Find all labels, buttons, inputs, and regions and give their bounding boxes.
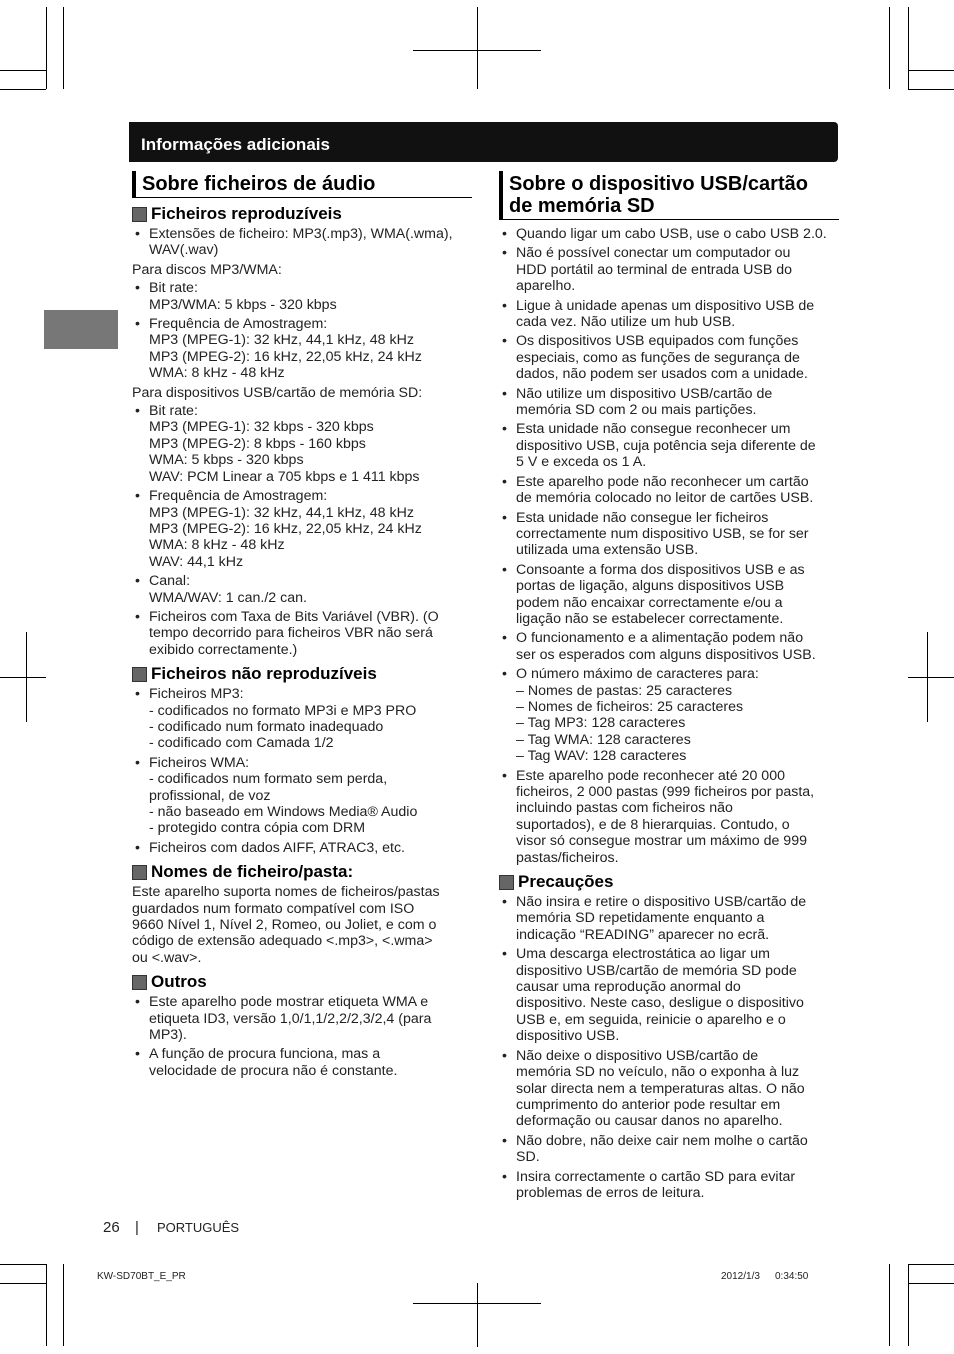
- square-bullet-icon: [132, 975, 147, 990]
- crop-mark: [413, 1303, 541, 1304]
- crop-mark: [908, 89, 954, 90]
- list-item: • Não dobre, não deixe cair nem molhe o cartão SD.: [502, 1132, 808, 1166]
- bullet-icon: •: [502, 385, 507, 402]
- page-number: 26: [103, 1219, 120, 1236]
- bullet-icon: •: [502, 946, 507, 963]
- list-item: • Este aparelho pode não reconhecer um cartão de memória colocado no leitor de cartões USB.: [502, 473, 814, 507]
- list-item: • Ficheiros MP3: - codificados no formato MP3i e MP3 PRO - codificado num formato inadequado - codificado com Camada 1/2: [135, 686, 417, 752]
- list-item: • Este aparelho pode mostrar etiqueta WMA e etiqueta ID3, versão 1,0/1,1/2,2/2,3/2,4 (para MP3).: [135, 994, 432, 1044]
- crop-mark: [889, 1264, 890, 1346]
- list-item: • Insira correctamente o cartão SD para evitar problemas de erros de leitura.: [502, 1168, 796, 1201]
- subheading-precautions: Precauções: [499, 872, 839, 892]
- subheading-others: Outros: [132, 972, 472, 992]
- bullet-icon: •: [502, 421, 507, 438]
- side-tab: [44, 310, 118, 349]
- bullet-icon: •: [135, 573, 140, 590]
- list-item: • Ficheiros com dados AIFF, ATRAC3, etc.: [135, 839, 405, 856]
- page-language: PORTUGUÊS: [157, 1220, 240, 1235]
- subheading-names: Nomes de ficheiro/pasta:: [132, 862, 472, 882]
- bullet-icon: •: [502, 1047, 507, 1064]
- list-item: • Bit rate: MP3 (MPEG-1): 32 kbps - 320 kbps MP3 (MPEG-2): 8 kbps - 160 kbps WMA: 5 kbps - 320 kbps WAV: PCM Linear a 705 kbps e 1 411 kbps: [135, 403, 420, 485]
- bullet-icon: •: [502, 473, 507, 490]
- page-separator: |: [135, 1219, 139, 1236]
- crop-mark: [0, 70, 46, 71]
- bullet-icon: •: [135, 754, 140, 771]
- crop-mark: [46, 1264, 47, 1346]
- right-column: [499, 171, 839, 1204]
- bullet-icon: •: [502, 509, 507, 526]
- list-item: • Quando ligar um cabo USB, use o cabo USB 2.0.: [502, 226, 827, 242]
- bullet-icon: •: [502, 297, 507, 314]
- list-item: • O funcionamento e a alimentação podem não ser os esperados com alguns dispositivos USB.: [502, 630, 816, 663]
- list-item: • Ficheiros WMA: - codificados num formato sem perda, profissional, de voz - não baseado em Windows Media® Audio - protegido contra cópia com DRM: [135, 754, 418, 837]
- crop-mark: [908, 70, 954, 71]
- bullet-icon: •: [135, 488, 140, 505]
- list-item: • Esta unidade não consegue ler ficheiros correctamente num dispositivo USB, se for ser utilizada uma extensão USB.: [502, 509, 809, 559]
- bullet-icon: •: [135, 994, 140, 1011]
- bullet-icon: •: [135, 316, 140, 333]
- subheading-playable: Ficheiros reproduzíveis: [132, 204, 472, 224]
- square-bullet-icon: [132, 667, 147, 682]
- label-disc: Para discos MP3/WMA:: [132, 261, 282, 278]
- list-unplayable: [132, 686, 472, 856]
- list-others: [132, 994, 472, 1079]
- bullet-icon: •: [135, 839, 140, 856]
- bullet-icon: •: [502, 226, 507, 242]
- list-item: • Ligue à unidade apenas um dispositivo USB de cada vez. Não utilize um hub USB.: [502, 297, 815, 331]
- list-item: • Não utilize um dispositivo USB/cartão de memória SD com 2 ou mais partições.: [502, 385, 773, 419]
- section-header-bar: [129, 122, 838, 162]
- list-item: • Canal: WMA/WAV: 1 can./2 can.: [135, 573, 307, 606]
- bullet-icon: •: [135, 226, 140, 242]
- subheading-unplayable: Ficheiros não reproduzíveis: [132, 664, 472, 684]
- crop-mark: [413, 50, 541, 51]
- names-paragraph: Este aparelho suporta nomes de ficheiros/pastas guardados num formato compatível com ISO 9660 Nível 1, Nível 2, Romeo, ou Joliet, e com o código de extensão adequado <.mp3>, <.wma> ou <.wav>.: [132, 884, 440, 966]
- list-extensions: [132, 226, 472, 259]
- heading-audio-files: Sobre ficheiros de áudio: [132, 171, 472, 198]
- document-code: KW-SD70BT_E_PR: [97, 1271, 186, 1282]
- list-item: • Não insira e retire o dispositivo USB/cartão de memória SD repetidamente enquanto a indicação “READING” aparecer no ecrã.: [502, 894, 807, 943]
- crop-mark: [0, 1283, 46, 1284]
- bullet-icon: •: [502, 1168, 507, 1185]
- heading-usb-sd: Sobre o dispositivo USB/cartão de memória SD: [499, 171, 839, 220]
- bullet-icon: •: [502, 333, 507, 350]
- bullet-icon: •: [502, 561, 507, 578]
- bullet-icon: •: [502, 630, 507, 647]
- square-bullet-icon: [499, 875, 514, 890]
- bullet-icon: •: [135, 403, 140, 420]
- crop-mark: [908, 1264, 954, 1265]
- crop-mark: [477, 1283, 478, 1347]
- bullet-icon: •: [502, 245, 507, 262]
- crop-mark: [908, 1264, 909, 1346]
- list-item: • Não deixe o dispositivo USB/cartão de memória SD no veículo, não o exponha à luz solar directa nem a temperaturas altas. O não cumprimento do anterior pode resultar em deformação ou causar danos no aparelho.: [502, 1047, 805, 1130]
- crop-mark: [908, 7, 909, 89]
- list-item: • O número máximo de caracteres para: – Nomes de pastas: 25 caracteres – Nomes de ficheiros: 25 caracteres – Tag MP3: 128 caracteres – Tag WMA: 128 caracteres – Tag WAV: 128 caracteres: [502, 666, 759, 765]
- bullet-icon: •: [502, 767, 507, 784]
- bullet-icon: •: [135, 280, 140, 297]
- bullet-icon: •: [502, 894, 507, 911]
- crop-mark: [0, 1264, 46, 1265]
- crop-mark: [46, 7, 47, 89]
- list-disc: [132, 280, 472, 381]
- crop-mark: [889, 7, 890, 89]
- list-item: • Frequência de Amostragem: MP3 (MPEG-1): 32 kHz, 44,1 kHz, 48 kHz MP3 (MPEG-2): 16 kHz, 22,05 kHz, 24 kHz WMA: 8 kHz - 48 kHz WAV: 44,1 kHz: [135, 488, 422, 570]
- list-item: • Uma descarga electrostática ao ligar um dispositivo USB/cartão de memória SD pode causar uma reprodução anormal do dispositivo. Neste caso, desligue o dispositivo USB e, em seguida, reinicie o aparelho e o dispositivo USB.: [502, 946, 804, 1045]
- list-item: • Esta unidade não consegue reconhecer um dispositivo USB, cuja potência seja diferente de 5 V e exceda os 1 A.: [502, 421, 816, 471]
- crop-mark: [0, 89, 46, 90]
- section-title: Informações adicionais: [141, 135, 330, 154]
- crop-mark: [908, 677, 954, 678]
- crop-mark: [477, 7, 478, 89]
- bullet-icon: •: [135, 608, 140, 625]
- crop-mark: [63, 1264, 64, 1346]
- square-bullet-icon: [132, 207, 147, 222]
- crop-mark: [63, 7, 64, 89]
- list-item: • Este aparelho pode reconhecer até 20 000 ficheiros, 2 000 pastas (999 ficheiros por pasta, incluindo pastas com ficheiros não suportados), e de 8 hierarquias. Contudo, o visor só consegue mostrar um máximo de 999 pastas/ficheiros.: [502, 767, 815, 866]
- square-bullet-icon: [132, 865, 147, 880]
- left-column: [132, 171, 472, 1082]
- list-precautions: [499, 894, 839, 1201]
- crop-mark: [0, 677, 46, 678]
- bullet-icon: •: [502, 1132, 507, 1149]
- bullet-icon: •: [135, 686, 140, 703]
- bullet-icon: •: [502, 666, 507, 683]
- document-time: 0:34:50: [775, 1271, 809, 1282]
- list-item: • Não é possível conectar um computador ou HDD portátil ao terminal de entrada USB do aparelho.: [502, 245, 793, 295]
- list-item: • Extensões de ficheiro: MP3(.mp3), WMA(.wma), WAV(.wav): [135, 226, 453, 259]
- list-item: • A função de procura funciona, mas a velocidade de procura não é constante.: [135, 1046, 398, 1079]
- list-usb-notes: [499, 226, 839, 866]
- list-item: • Frequência de Amostragem: MP3 (MPEG-1): 32 kHz, 44,1 kHz, 48 kHz MP3 (MPEG-2): 16 kHz, 22,05 kHz, 24 kHz WMA: 8 kHz - 48 kHz: [135, 316, 422, 382]
- list-item: • Consoante a forma dos dispositivos USB e as portas de ligação, alguns dispositivos USB podem não encaixar correctamente e/ou a ligação não se estabelecer correctamente.: [502, 561, 805, 627]
- list-item: • Ficheiros com Taxa de Bits Variável (VBR). (O tempo decorrido para ficheiros VBR não será exibido correctamente.): [135, 608, 439, 658]
- crop-mark: [908, 1283, 954, 1284]
- list-usb: [132, 403, 472, 658]
- bullet-icon: •: [135, 1046, 140, 1063]
- label-usb: Para dispositivos USB/cartão de memória SD:: [132, 384, 423, 401]
- document-date: 2012/1/3: [721, 1271, 760, 1282]
- list-item: • Bit rate: MP3/WMA: 5 kbps - 320 kbps: [135, 280, 337, 313]
- list-item: • Os dispositivos USB equipados com funções especiais, como as funções de segurança de dados, não podem ser usados com a unidade.: [502, 333, 808, 383]
